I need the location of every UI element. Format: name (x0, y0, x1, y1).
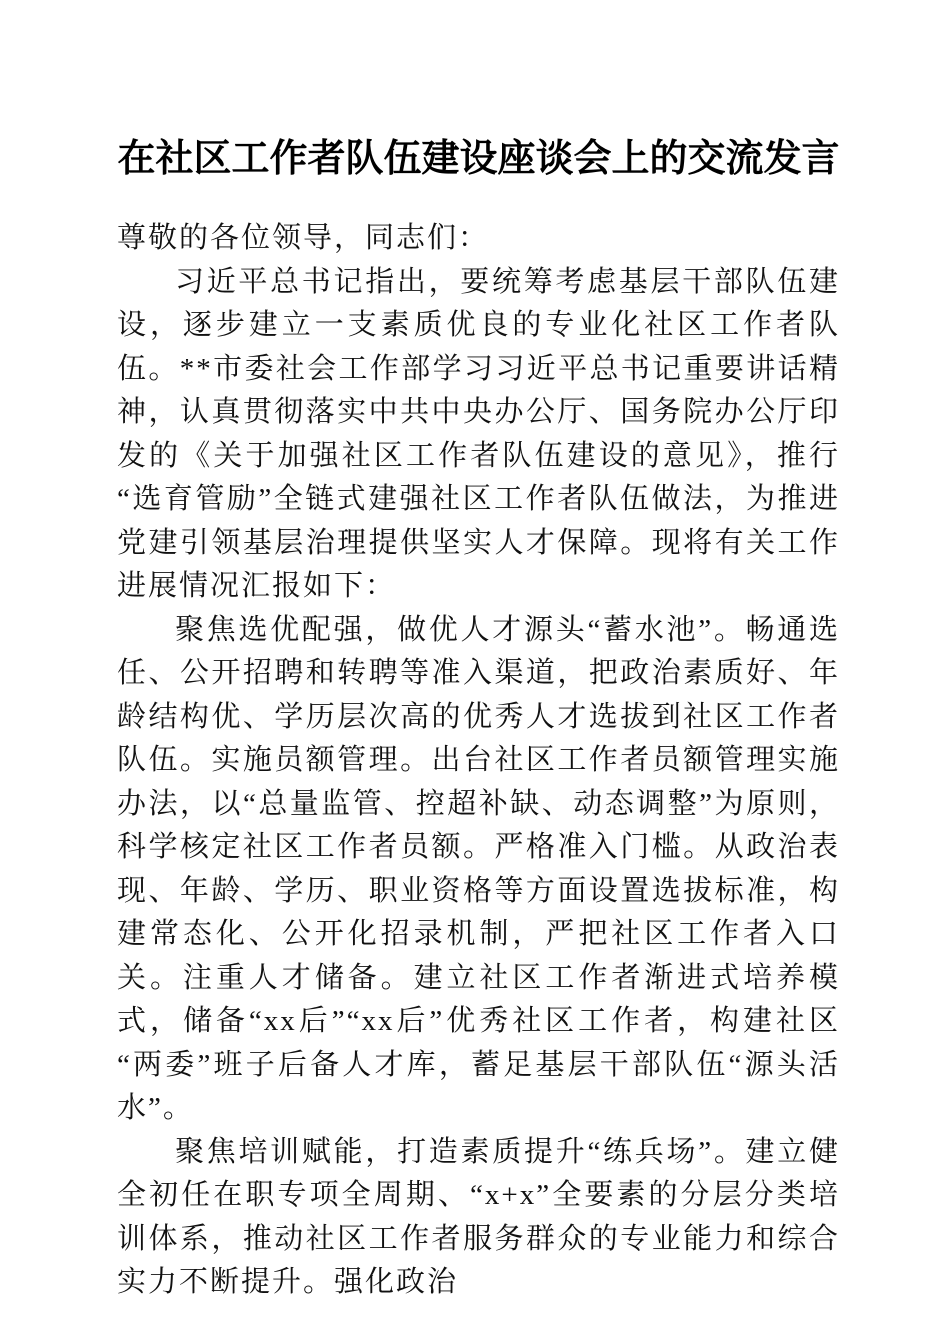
paragraph-talent-pool: 聚焦选优配强，做优人才源头“蓄水池”。畅通选任、公开招聘和转聘等准入渠道，把政治素质好、年龄结构优、学历层次高的优秀人才选拔到社区工作者队伍。实施员额管理。出台社区工作者员额管理实施办法，以“总量监管、控超补缺、动态调整”为原则，科学核定社区工作者员额。严格准入门槛。从政治表现、年龄、学历、职业资格等方面设置选拔标准，构建常态化、公开化招录机制，严把社区工作者入口关。注重人才储备。建立社区工作者渐进式培养模式，储备“xx后”“xx后”优秀社区工作者，构建社区“两委”班子后备人才库，蓄足基层干部队伍“源头活水”。 (117, 613, 840, 1124)
paragraph-intro: 习近平总书记指出，要统筹考虑基层干部队伍建设，逐步建立一支素质优良的专业化社区工作者队伍。**市委社会工作部学习习近平总书记重要讲话精神，认真贯彻落实中共中央办公厅、国务院办公厅印发的《关于加强社区工作者队伍建设的意见》，推行“选育管励”全链式建强社区工作者队伍做法，为推进党建引领基层治理提供坚实人才保障。现将有关工作进展情况汇报如下： (117, 265, 840, 602)
document-title: 在社区工作者队伍建设座谈会上的交流发言 (117, 138, 840, 180)
document-body (117, 217, 840, 1305)
paragraph-training: 聚焦培训赋能，打造素质提升“练兵场”。建立健全初任在职专项全周期、“x+x”全要素的分层分类培训体系，推动社区工作者服务群众的专业能力和综合实力不断提升。强化政治 (117, 1135, 840, 1298)
salutation-line: 尊敬的各位领导，同志们： (117, 222, 490, 254)
document-content (117, 136, 840, 1305)
